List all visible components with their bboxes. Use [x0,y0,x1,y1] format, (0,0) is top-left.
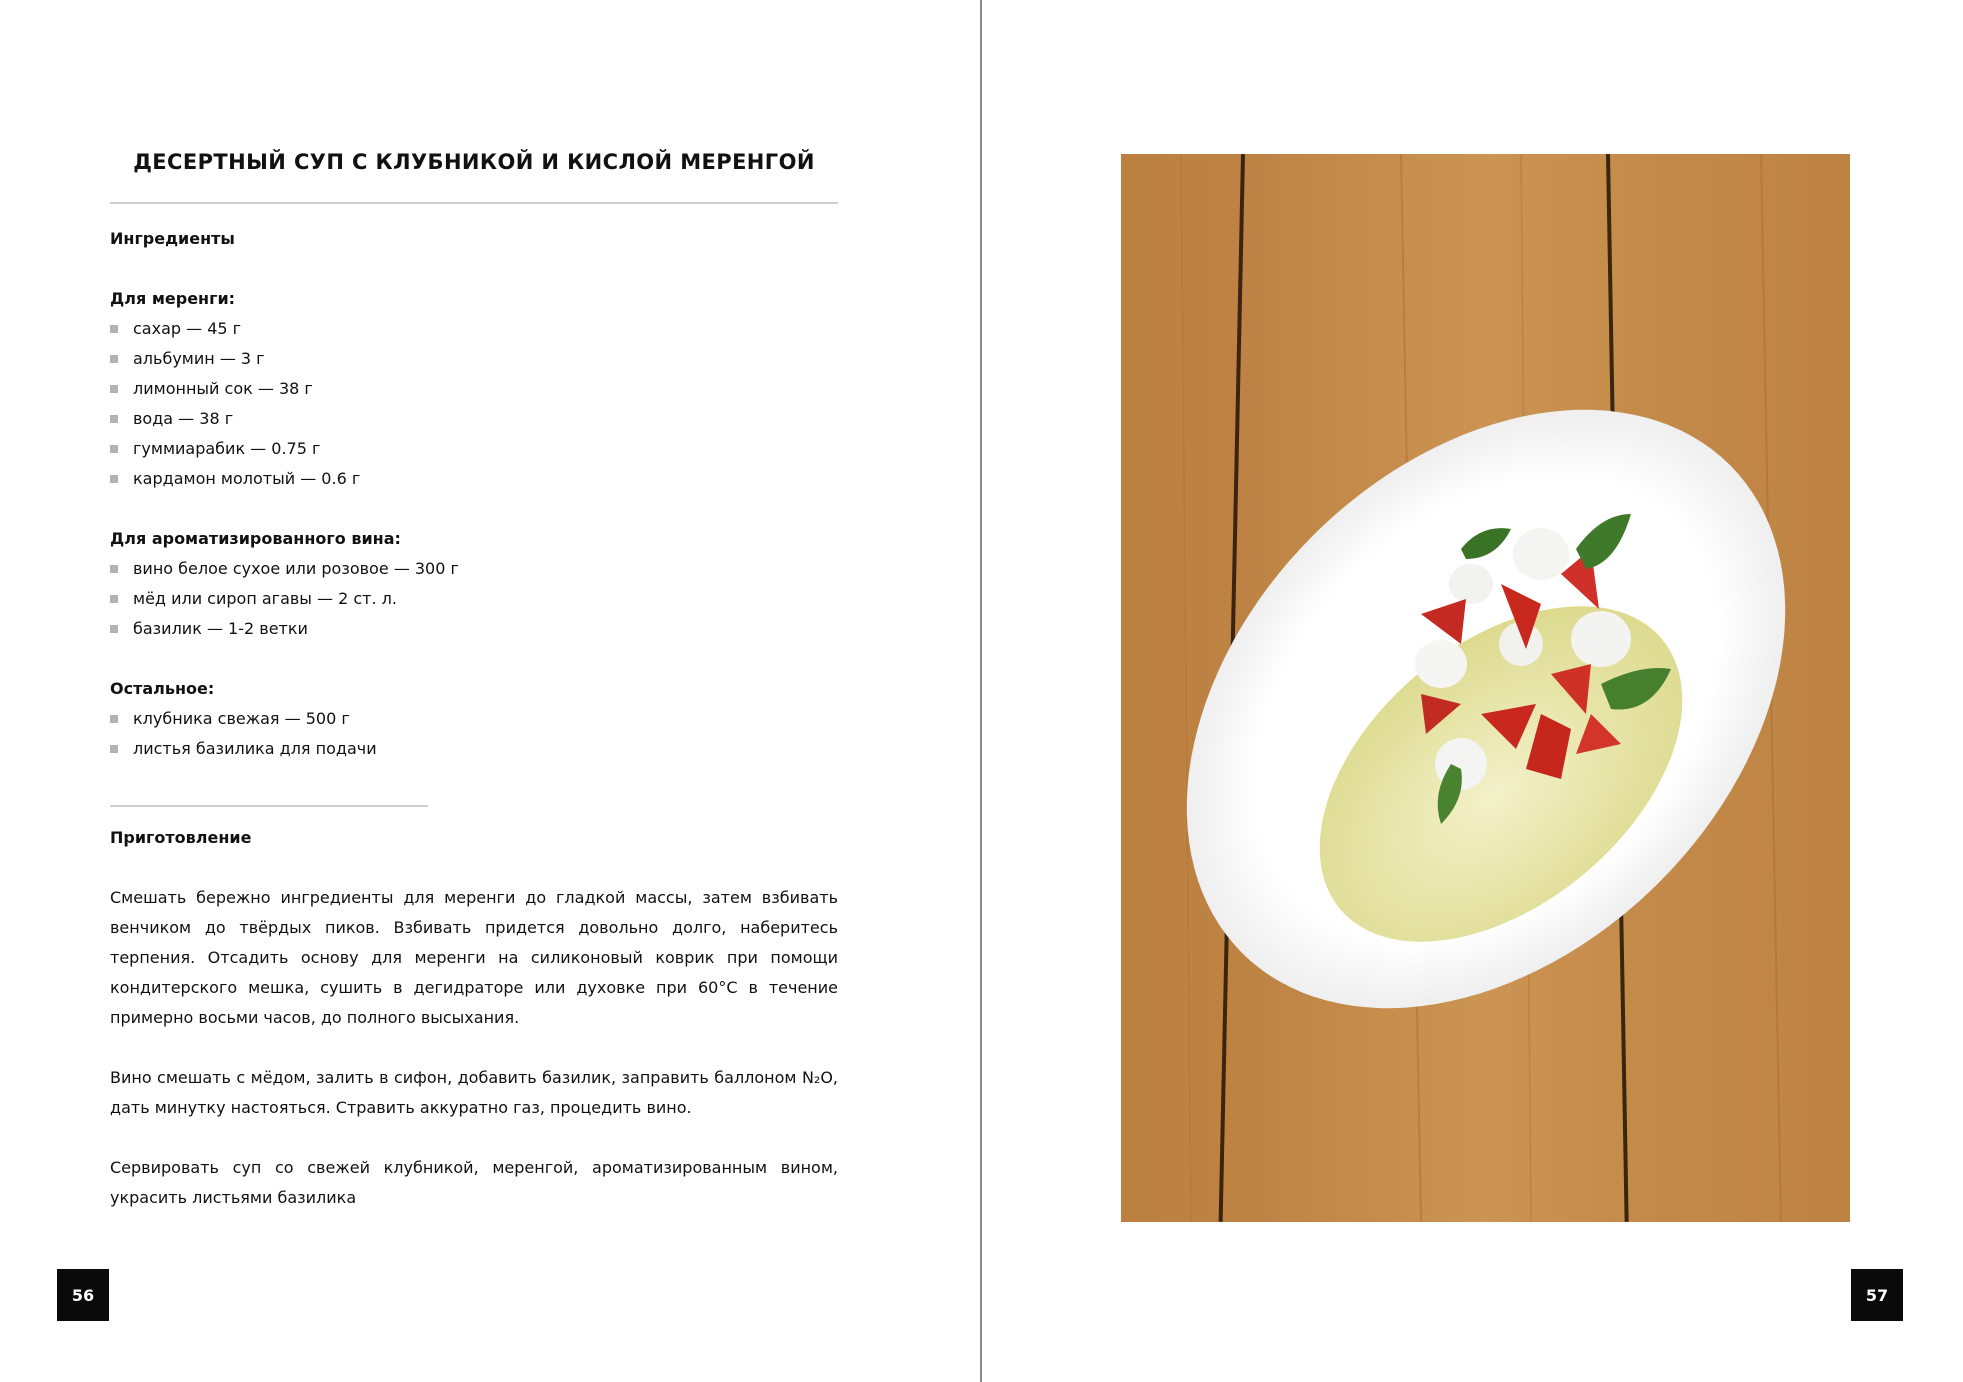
list-item: альбумин — 3 г [110,344,838,374]
bullet-square-icon [110,595,118,603]
list-item: сахар — 45 г [110,314,838,344]
bullet-square-icon [110,475,118,483]
group-heading-meringue: Для меренги: [110,289,236,308]
list-item: базилик — 1-2 ветки [110,614,838,644]
list-item: вино белое сухое или розовое — 300 г [110,554,838,584]
list-item: кардамон молотый — 0.6 г [110,464,838,494]
ingredients-section [110,224,838,764]
bullet-square-icon [110,745,118,753]
preparation-step: Вино смешать с мёдом, залить в сифон, добавить базилик, заправить баллоном N₂O, дать минутку настояться. Стравить аккуратно газ, процедить вино. [110,1068,838,1117]
preparation-heading: Приготовление [110,828,252,847]
page-number-right: 57 [1851,1269,1903,1321]
list-item: листья базилика для подачи [110,734,838,764]
dish-photo [1121,154,1850,1222]
left-page [0,0,980,1382]
bullet-square-icon [110,715,118,723]
list-item: лимонный сок — 38 г [110,374,838,404]
preparation-step: Смешать бережно ингредиенты для меренги до гладкой массы, затем взбивать венчиком до твёрдых пиков. Взбивать придется довольно долго, наберитесь терпения. Отсадить основу для меренги на силиконовый коврик при помощи кондитерского мешка, сушить в дегидраторе или духовке при 60°С в течение примерно восьми часов, до полного высыхания. [110,888,838,1027]
group-heading-other: Остальное: [110,679,215,698]
ingredient-list-other [110,704,838,764]
recipe-title: ДЕСЕРТНЫЙ СУП С КЛУБНИКОЙ И КИСЛОЙ МЕРЕНГОЙ [133,150,815,174]
bullet-square-icon [110,625,118,633]
list-item: гуммиарабик — 0.75 г [110,434,838,464]
strawberry-soup-illustration [1121,154,1850,1222]
preparation-section [110,823,838,1213]
list-item: мёд или сироп агавы — 2 ст. л. [110,584,838,614]
bullet-square-icon [110,355,118,363]
bullet-square-icon [110,385,118,393]
list-item: клубника свежая — 500 г [110,704,838,734]
preparation-step: Сервировать суп со свежей клубникой, меренгой, ароматизированным вином, украсить листьями базилика [110,1158,838,1207]
ingredient-list-meringue [110,314,838,494]
page-number-left: 56 [57,1269,109,1321]
ingredients-heading: Ингредиенты [110,229,235,248]
ingredient-list-wine [110,554,838,644]
list-item: вода — 38 г [110,404,838,434]
bullet-square-icon [110,415,118,423]
bullet-square-icon [110,445,118,453]
group-heading-wine: Для ароматизированного вина: [110,529,401,548]
title-divider [110,202,838,204]
bullet-square-icon [110,325,118,333]
bullet-square-icon [110,565,118,573]
section-divider [110,805,428,807]
